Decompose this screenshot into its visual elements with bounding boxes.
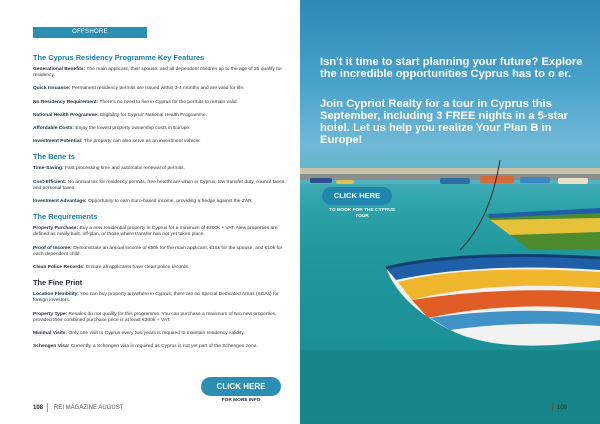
article-section bbox=[33, 278, 286, 350]
feature-item bbox=[33, 100, 286, 106]
feature-text: Eligibility for Cyprus' National Health Programme. bbox=[98, 112, 208, 118]
feature-item bbox=[33, 180, 286, 192]
feature-text: The main applicant, their spouse, and all dependent children up to the age of 25 qualify for residency. bbox=[33, 67, 282, 79]
feature-text: Currently, a Schengen visa is required as Cyprus is not yet part of the Schengen zone. bbox=[69, 344, 258, 350]
section-heading: The Fine Print bbox=[33, 278, 83, 288]
feature-text: Enjoy the lowest property ownership costs in Europe. bbox=[74, 126, 191, 132]
feature-item bbox=[33, 67, 286, 79]
section-heading: The Requirements bbox=[33, 212, 98, 222]
click-here-more-info-button[interactable]: CLICK HERE bbox=[201, 377, 281, 396]
feature-item bbox=[33, 265, 286, 271]
feature-item bbox=[33, 226, 286, 238]
section-heading: The Bene ts bbox=[33, 152, 75, 162]
feature-text: Fast processing time and automatic renewal of permits. bbox=[63, 166, 185, 172]
feature-item bbox=[33, 246, 286, 258]
article-section bbox=[33, 152, 286, 205]
feature-label: National Health Programme: bbox=[33, 112, 99, 118]
feature-item bbox=[33, 113, 286, 119]
feature-label: Location Flexibility: bbox=[33, 292, 79, 298]
feature-item bbox=[33, 312, 286, 324]
magazine-name: REI MAGAZINE AUGUST bbox=[54, 404, 124, 411]
feature-label: Affordable Costs: bbox=[33, 126, 75, 132]
footer-divider bbox=[47, 403, 48, 412]
feature-text: Permanent residency permits are issued within 3-4 months and are valid for life. bbox=[70, 86, 245, 92]
click-here-book-tour-button[interactable]: CLICK HERE bbox=[322, 187, 392, 205]
feature-text: You can buy property anywhere in Cyprus; there are no Special Dedicated Areas (SDAs) for foreign investors. bbox=[33, 292, 279, 304]
feature-text: Opportunity to earn Euro-based income, providing a hedge against the ZAR. bbox=[86, 199, 254, 205]
feature-label: Schengen Visa: bbox=[33, 344, 70, 350]
feature-item bbox=[33, 292, 286, 304]
feature-item bbox=[33, 139, 286, 145]
feature-text: Only one visit to Cyprus every two years is required to maintain residency validity. bbox=[67, 331, 245, 337]
feature-label: Minimal Visits: bbox=[33, 331, 68, 337]
left-footer bbox=[33, 403, 123, 412]
article-section bbox=[33, 53, 286, 145]
book-tour-caption: TO BOOK FOR THE CYPRUS TOUR bbox=[328, 208, 395, 219]
right-footer bbox=[552, 403, 567, 412]
feature-label: Quick Issuance: bbox=[33, 86, 71, 92]
feature-item bbox=[33, 126, 286, 132]
feature-label: Time-Saving: bbox=[33, 166, 64, 172]
feature-label: Investment Advantage: bbox=[33, 199, 87, 205]
feature-text: Buy a new residential property in Cyprus for a minimum of €300k + VAT. New properties are defined as newly built, off-plan, or those where transfer has not yet taken place. bbox=[33, 226, 278, 238]
feature-label: Property Type: bbox=[33, 311, 68, 317]
footer-divider bbox=[552, 403, 553, 412]
feature-label: Clean Police Records: bbox=[33, 265, 85, 271]
lower-water bbox=[300, 350, 600, 424]
feature-item bbox=[33, 86, 286, 92]
feature-text: Ensure all applicants have clean police records. bbox=[84, 265, 190, 271]
section-heading: The Cyprus Residency Programme Key Features bbox=[33, 53, 205, 62]
feature-label: Property Purchase: bbox=[33, 226, 79, 232]
headline: Isn't it time to start planning your future? Explore the incredible opportunities Cyprus has to o er. bbox=[320, 56, 583, 80]
feature-text: No annual tax for residency permits, free healthcare when in Cyprus, low transfer duty, council taxes, and personal taxes. bbox=[33, 179, 286, 191]
feature-text: The property can also serve as an investment vehicle. bbox=[82, 139, 201, 145]
feature-label: Cost-Efficient: bbox=[33, 179, 67, 185]
section-tag: OFFSHORE bbox=[33, 27, 147, 38]
feature-text: Demonstrate an annual income of €50k for the main applicant, €15k for the spouse, and €10k for each dependent child. bbox=[33, 245, 283, 257]
article-section bbox=[33, 212, 286, 271]
left-content bbox=[33, 53, 286, 357]
page-number-left: 108 bbox=[33, 404, 44, 411]
feature-label: Investment Potential: bbox=[33, 139, 83, 145]
feature-item bbox=[33, 331, 286, 337]
feature-text: Resales do not qualify for this programme. You can purchase a maximum of two new properties, provided their combined purchase price is at least €300k + VAT. bbox=[33, 311, 277, 323]
feature-item bbox=[33, 344, 286, 350]
feature-label: Proof of Income: bbox=[33, 245, 72, 251]
more-info-caption: FOR MORE INFO bbox=[221, 398, 261, 403]
feature-text: There's no need to live in Cyprus for the permits to remain valid. bbox=[98, 99, 238, 105]
page-number-right: 109 bbox=[556, 404, 567, 411]
feature-label: No Residency Requirement: bbox=[33, 99, 99, 105]
feature-item bbox=[33, 166, 286, 172]
feature-label: Generational Benefits: bbox=[33, 67, 86, 72]
feature-item bbox=[33, 199, 286, 205]
tour-invitation: Join Cypriot Realty for a tour in Cyprus this September, including 3 FREE nights in a 5-star hotel. Let us help you realize Your Plan B in Europe! bbox=[320, 98, 569, 146]
